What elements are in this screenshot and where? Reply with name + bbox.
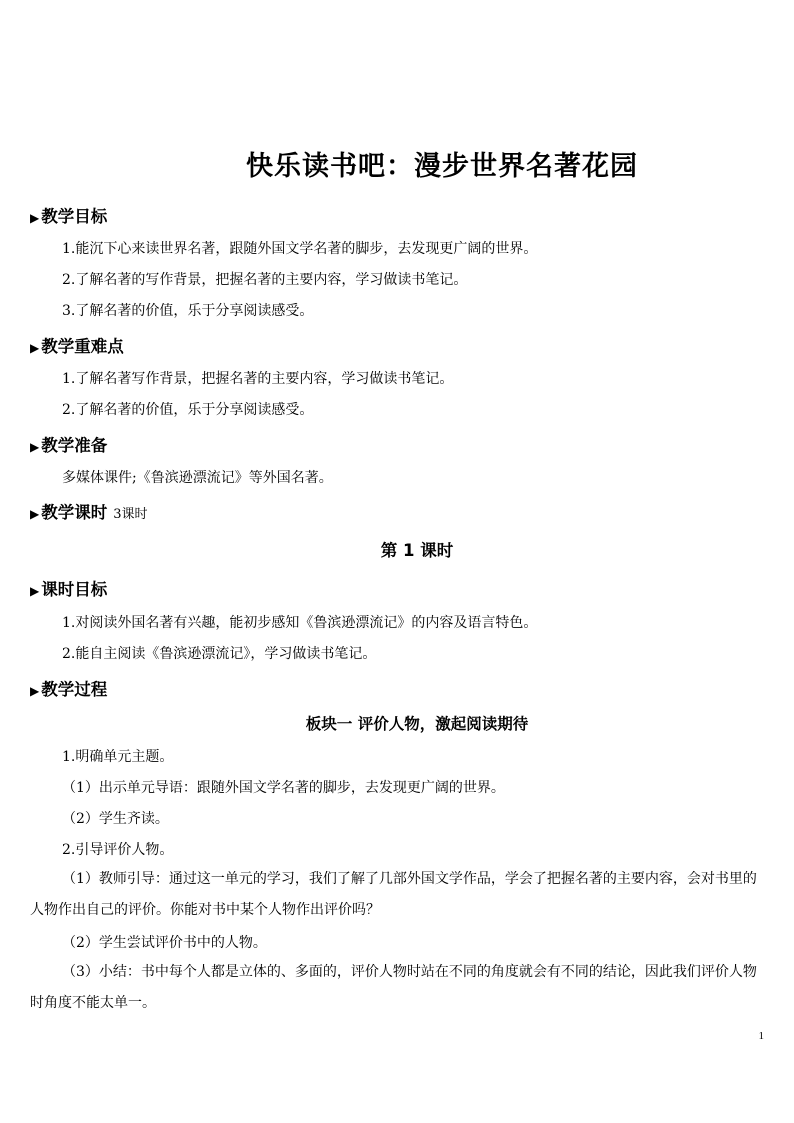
list-item: （2）学生齐读。	[62, 811, 169, 827]
list-item: 2.引导评价人物。	[62, 842, 174, 858]
section-heading-text: 教学过程	[41, 680, 108, 699]
list-item: 1.了解名著写作背景，把握名著的主要内容，学习做读书笔记。	[62, 371, 454, 387]
section-heading-process	[30, 676, 107, 700]
paragraph: （3）小结：书中每个人都是立体的、多面的，评价人物时站在不同的角度就会有不同的结论，因此我们评价人物时角度不能太单一。	[30, 964, 757, 1011]
list-item: （1）出示单元导语：跟随外国文学名著的脚步，去发现更广阔的世界。	[62, 780, 505, 796]
bullet-marker-icon: ▶	[30, 341, 40, 355]
document-title: 快乐读书吧：漫步世界名著花园	[246, 151, 638, 182]
section-heading-text: 课时目标	[41, 580, 108, 599]
bullet-marker-icon: ▶	[30, 211, 40, 225]
paragraph: （1）教师引导：通过这一单元的学习，我们了解了几部外国文学作品，学会了把握名著的主要内容，会对书里的人物作出自己的评价。你能对书中某个人物作出评价吗？	[30, 871, 757, 918]
page-number: 1	[758, 1030, 764, 1042]
list-item: 2.了解名著的价值，乐于分享阅读感受。	[62, 402, 314, 418]
bullet-marker-icon: ▶	[30, 684, 40, 698]
list-item: 2.能自主阅读《鲁滨逊漂流记》，学习做读书笔记。	[62, 646, 377, 662]
section-heading-hours	[30, 499, 148, 523]
list-item: 1.明确单元主题。	[62, 749, 174, 765]
lesson-heading: 第 1 课时	[380, 541, 454, 560]
list-item: 3.了解名著的价值，乐于分享阅读感受。	[62, 303, 314, 319]
block-heading: 板块一 评价人物，激起阅读期待	[305, 715, 529, 733]
section-heading-lesson-goals	[30, 576, 107, 600]
section-heading-keypoints	[30, 333, 124, 357]
list-item: 2.了解名著的写作背景，把握名著的主要内容，学习做读书笔记。	[62, 272, 468, 288]
section-heading-text: 教学目标	[41, 207, 108, 226]
section-heading-goals	[30, 203, 107, 227]
list-item: 1.对阅读外国名著有兴趣，能初步感知《鲁滨逊漂流记》的内容及语言特色。	[62, 615, 538, 631]
bullet-marker-icon: ▶	[30, 440, 40, 454]
bullet-marker-icon: ▶	[30, 584, 40, 598]
section-heading-prep	[30, 432, 107, 456]
section-heading-text: 教学课时	[41, 503, 108, 522]
bullet-marker-icon: ▶	[30, 507, 40, 521]
list-item: 多媒体课件;《鲁滨逊漂流记》等外国名著。	[62, 470, 333, 486]
hours-value: 3课时	[113, 507, 148, 522]
list-item: 1.能沉下心来读世界名著，跟随外国文学名著的脚步，去发现更广阔的世界。	[62, 241, 538, 257]
section-heading-text: 教学准备	[41, 436, 108, 455]
list-item: （2）学生尝试评价书中的人物。	[62, 935, 267, 951]
section-heading-text: 教学重难点	[41, 337, 124, 356]
